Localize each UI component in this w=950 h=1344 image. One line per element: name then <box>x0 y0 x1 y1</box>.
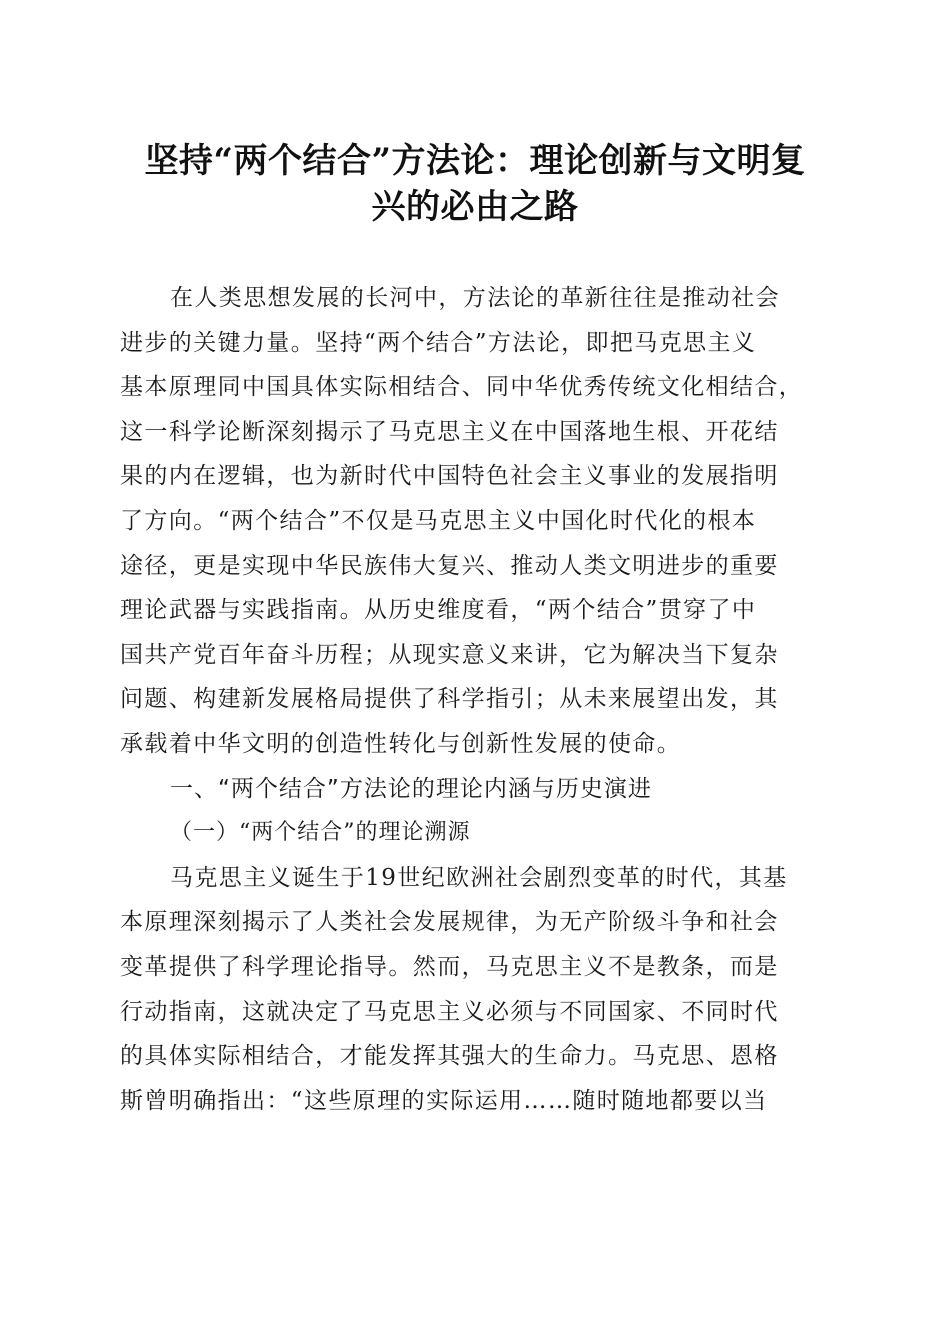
paragraph-line: 途径，更是实现中华民族伟大复兴、推动人类文明进步的重要 <box>120 552 779 579</box>
paragraph-line: 斯曾明确指出：“这些原理的实际运用……随时随地都要以当 <box>120 1087 768 1114</box>
paragraph-line: 本原理深刻揭示了人类社会发展规律，为无产阶级斗争和社会 <box>120 909 779 936</box>
title-line-1: 坚持“两个结合”方法论：理论创新与文明复 <box>144 141 806 181</box>
paragraph-line: 承载着中华文明的创造性转化与创新性发展的使命。 <box>120 730 682 757</box>
document-body <box>120 276 824 1123</box>
paragraph-line: 问题、构建新发展格局提供了科学指引；从未来展望出发，其 <box>120 686 779 713</box>
paragraph-line: 行动指南，这就决定了马克思主义必须与不同国家、不同时代 <box>120 998 779 1025</box>
subsection-heading: （一）“两个结合”的理论溯源 <box>170 820 471 846</box>
title-line-2: 兴的必由之路 <box>371 187 579 227</box>
paragraph-line: 变革提供了科学理论指导。然而，马克思主义不是教条，而是 <box>120 953 779 980</box>
section-heading: 一、“两个结合”方法论的理论内涵与历史演进 <box>170 775 652 802</box>
paragraph-line: 果的内在逻辑，也为新时代中国特色社会主义事业的发展指明 <box>120 463 779 490</box>
paragraph-line: 进步的关键力量。坚持“两个结合”方法论，即把马克思主义 <box>120 329 757 356</box>
paragraph-line: 马克思主义诞生于19世纪欧洲社会剧烈变革的时代，其基 <box>170 864 788 891</box>
paragraph-line: 的具体实际相结合，才能发挥其强大的生命力。马克思、恩格 <box>120 1043 779 1070</box>
paragraph-line: 了方向。“两个结合”不仅是马克思主义中国化时代化的根本 <box>120 507 757 534</box>
paragraph-line: 在人类思想发展的长河中，方法论的革新往往是推动社会 <box>170 285 780 311</box>
paragraph-line: 这一科学论断深刻揭示了马克思主义在中国落地生根、开花结 <box>120 418 779 445</box>
paragraph-line: 理论武器与实践指南。从历史维度看，“两个结合”贯穿了中 <box>120 597 757 624</box>
paragraph-line: 国共产党百年奋斗历程；从现实意义来讲，它为解决当下复杂 <box>120 641 779 668</box>
document-title <box>100 138 850 230</box>
paragraph-line: 基本原理同中国具体实际相结合、同中华优秀传统文化相结合， <box>120 374 804 401</box>
